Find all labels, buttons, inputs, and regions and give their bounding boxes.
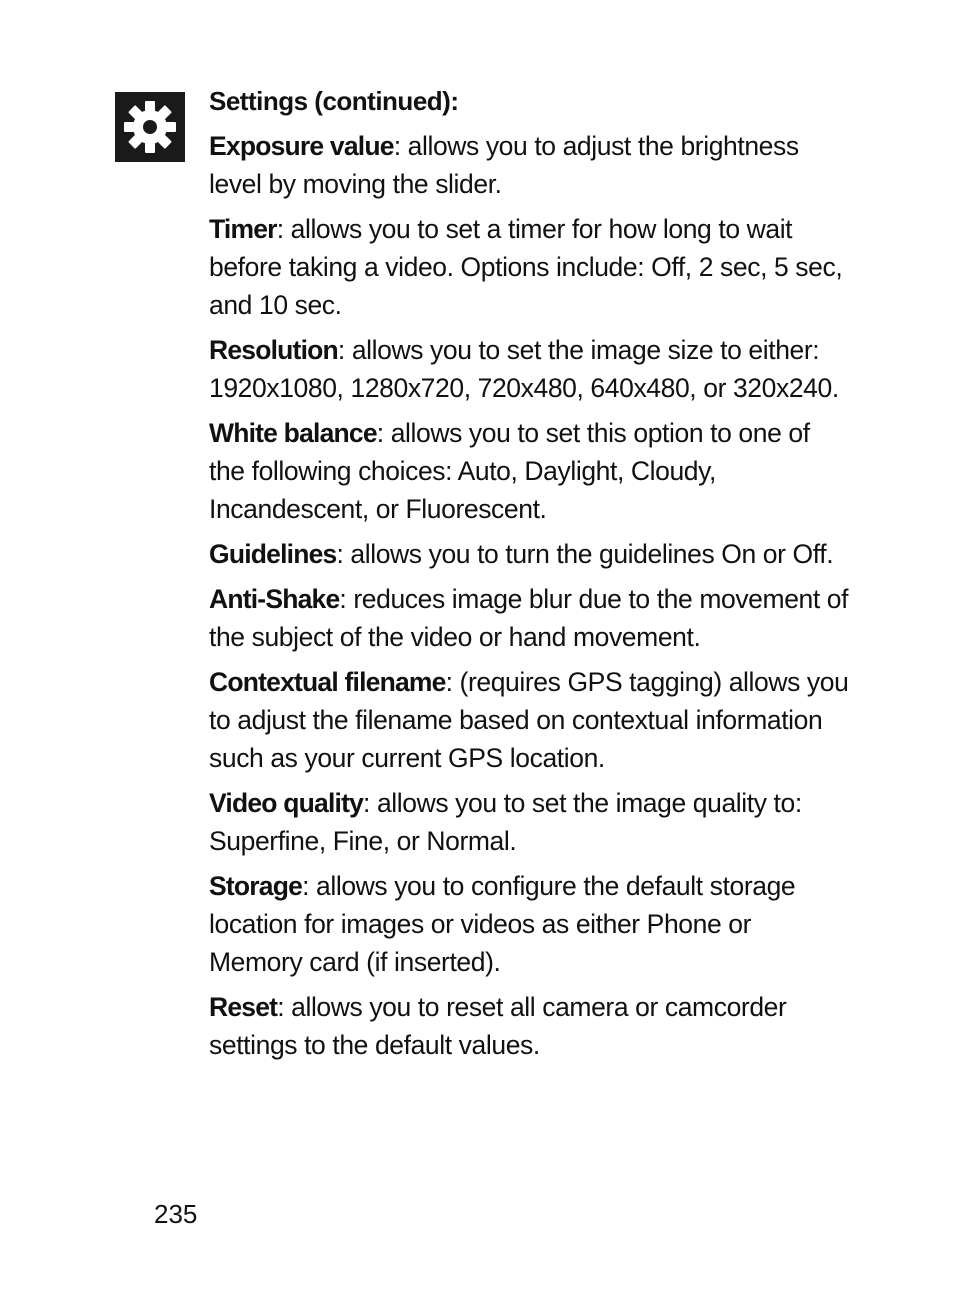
entry-resolution bbox=[209, 331, 849, 407]
entry-anti-shake bbox=[209, 580, 849, 656]
entry-description: : allows you to set a timer for how long to wait before taking a video. Options include: Off, 2 sec, 5 sec, and 10 sec. bbox=[209, 214, 843, 320]
entry-description: : allows you to reset all camera or camcorder settings to the default values. bbox=[209, 992, 787, 1060]
entry-exposure-value bbox=[209, 127, 849, 203]
entry-term: Video quality bbox=[209, 788, 364, 818]
entry-term: Reset bbox=[209, 992, 278, 1022]
entry-term: Contextual filename bbox=[209, 667, 446, 697]
entry-description: : allows you to set this option to one of the following choices: Auto, Daylight, Cloudy, Incandescent, or Fluorescent. bbox=[209, 418, 810, 524]
entry-reset bbox=[209, 988, 849, 1064]
entry-description: : allows you to configure the default storage location for images or videos as either Phone or Memory card (if inserted). bbox=[209, 871, 796, 977]
settings-gear-icon-box bbox=[115, 92, 185, 162]
section-heading: Settings (continued): bbox=[209, 86, 459, 116]
entry-white-balance bbox=[209, 414, 849, 528]
entry-term: Storage bbox=[209, 871, 303, 901]
entry-term: Timer bbox=[209, 214, 277, 244]
entry-video-quality bbox=[209, 784, 849, 860]
entry-term: Exposure value bbox=[209, 131, 394, 161]
settings-content bbox=[209, 82, 849, 1071]
entry-term: Anti-Shake bbox=[209, 584, 340, 614]
entry-guidelines bbox=[209, 535, 849, 573]
entry-description: : (requires GPS tagging) allows you to adjust the filename based on contextual information such as your current GPS location. bbox=[209, 667, 849, 773]
entry-description: : allows you to adjust the brightness level by moving the slider. bbox=[209, 131, 799, 199]
gear-icon bbox=[115, 92, 185, 162]
entry-description: : allows you to turn the guidelines On or Off. bbox=[336, 539, 834, 569]
entry-description: : allows you to set the image quality to: Superfine, Fine, or Normal. bbox=[209, 788, 802, 856]
entry-term: Resolution bbox=[209, 335, 338, 365]
entry-description: : reduces image blur due to the movement of the subject of the video or hand movement. bbox=[209, 584, 849, 652]
page-number: 235 bbox=[154, 1199, 198, 1229]
entry-contextual-filename bbox=[209, 663, 849, 777]
entry-storage bbox=[209, 867, 849, 981]
entry-term: Guidelines bbox=[209, 539, 337, 569]
entry-timer bbox=[209, 210, 849, 324]
entry-term: White balance bbox=[209, 418, 377, 448]
entry-description: : allows you to set the image size to either: 1920x1080, 1280x720, 720x480, 640x480, or 320x240. bbox=[209, 335, 839, 403]
